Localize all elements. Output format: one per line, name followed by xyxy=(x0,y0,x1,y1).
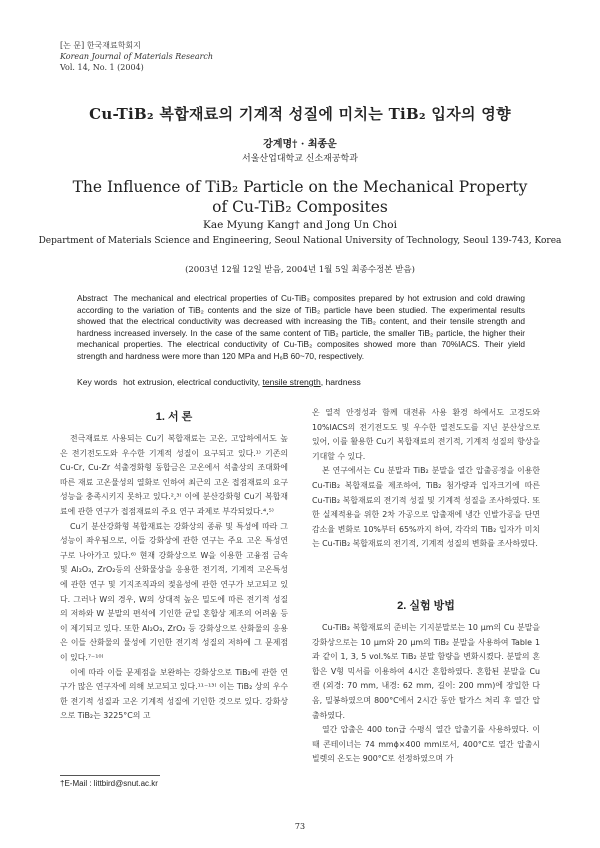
footnote-divider xyxy=(60,775,160,776)
paragraph: 온 열적 안정성과 함께 대전류 사용 환경 하에서도 고경도와 10%IACS의 전기전도도 및 우수한 열전도도를 지닌 분산상으로 있어, 이를 활용한 Cu기 복합재료의 전기적, 기계적 성질의 향상을 기대할 수 있다. xyxy=(312,408,540,461)
paragraph: 본 연구에서는 Cu 분말과 TiB₂ 분말을 열간 압출공정을 이용한 Cu-TiB₂ 복합재료를 제조하여, TiB₂ 첨가량과 입자크기에 따른 Cu-TiB₂ 복합재료의 전기적 성질 및 기계적 성질을 조사하였다. 또한 실제적용을 위한 2차 가공으로 압출재에 냉간 인발가공을 단면감소율 변화로 10%부터 65%까지 하여, 각각의 TiB₂ 입자가 미치는 Cu-TiB₂ 복합재료의 전기적, 기계적 성질의 변화를 조사하였다. xyxy=(312,466,540,549)
journal-header-line1: [논 문] 한국재료학회지 xyxy=(60,41,141,50)
authors-english: Kae Myung Kang† and Jong Un Choi xyxy=(203,219,397,231)
affiliation-korean: 서울산업대학교 신소재공학과 xyxy=(242,154,358,164)
keyword-underlined: tensile strength xyxy=(262,377,321,387)
paragraph: 전극재료로 사용되는 Cu기 복합재료는 고온, 고압하에서도 높은 전기전도도와 우수한 기계적 성질이 요구되고 있다.¹⁾ 기존의 Cu-Cr, Cu-Zr 석출경화형 동합금은 고온에서 석출상의 조대화에 따른 재료 고온물성의 열화로 인하여 최근의 고온 접점재료의 요구 성능을 충족시키지 못하고 있다.²,³⁾ 이에 분산강화형 Cu기 복합재료에 관한 연구가 접점재료의 주요 연구 과제로 부각되었다.⁴,⁵⁾ xyxy=(60,434,288,516)
keywords-tail: , hardness xyxy=(320,377,361,387)
journal-volume: Vol. 14, No. 1 (2004) xyxy=(60,63,144,72)
journal-header xyxy=(60,40,213,73)
paragraph: 이에 따라 이들 문제점을 보완하는 강화상으로 TiB₂에 관한 연구가 많은 연구자에 의해 보고되고 있다.¹¹⁻¹³⁾ 이는 TiB₂ 상의 우수한 전기적 성질과 고온 기계적 성질에 기인한 것으로 있다. 강화상으로 TiB₂는 3225°C의 고 xyxy=(60,667,288,721)
keywords xyxy=(77,377,525,387)
received-dates: (2003년 12월 12일 받음, 2004년 1월 5일 최종수정본 받음) xyxy=(185,265,415,275)
abstract-text: The mechanical and electrical properties of Cu-TiB₂ composites prepared by hot extrusion and cold drawing according to the variation of TiB₂ contents and the size of TiB₂ particle have been studied. The experimental results showed that the electrical conductivity was decreased with increasing the TiB₂ content, and their tensile strength and hardness increased inversely. In the case of the same content of TiB₂ particle, the smaller TiB₂ particle, the higher their mechanical properties. The electrical conductivity of Cu-TiB₂ composites showed more than 70%IACS. Their yield strength and hardness were more than 120 MPa and H₆B 60~70, respectively. xyxy=(77,293,525,361)
affiliation-english: Department of Materials Science and Engineering, Seoul National University of Technology, Seoul 139-743, Korea xyxy=(38,236,562,246)
keywords-label: Key words xyxy=(77,377,118,387)
right-column-intro xyxy=(312,406,540,552)
right-column-methods xyxy=(312,621,540,767)
abstract xyxy=(77,293,525,363)
keywords-text: hot extrusion, electrical conductivity, xyxy=(123,377,263,387)
section-heading-methods: 2. 실험 방법 xyxy=(397,600,455,612)
left-column xyxy=(60,432,288,724)
paragraph: Cu기 분산강화형 복합재료는 강화상의 종류 및 특성에 따라 그 성능이 좌우됨으로, 이들 강화상에 관한 연구는 주요 고온 특성연구로 나아가고 있다.⁶⁾ 현재 강화상으로 W을 이용한 고융점 금속 및 Al₂O₃, ZrO₂등의 산화물상을 응용한 전기적, 기계적 고온특성에 관한 연구 및 기지조직과의 젖음성에 관한 연구가 보고되고 있다. 그러나 W의 경우, W의 상대적 높은 밀도에 따른 전기적 성질의 저하와 W 분말의 편석에 기인한 균일 혼합상 제조의 어려움 등이 제기되고 있다. 또한 Al₂O₃, ZrO₂ 등 강화상으로 산화물의 응용은 이들 산화물의 물성에 기인한 전기적 성질의 저하에 그 문제점이 있다.⁷⁻¹⁰⁾ xyxy=(60,521,288,662)
paragraph: Cu-TiB₂ 복합재료의 준비는 기지분말로는 10 μm의 Cu 분말을 강화상으로는 10 μm와 20 μm의 TiB₂ 분말을 사용하여 Table 1과 같이 1, 3, 5 vol.%로 TiB₂ 분말 함량을 변화시켰다. 분말의 혼합은 V형 믹서를 이용하여 4시간 혼합하였다. 혼합된 분말을 Cu 캔 (외경: 70 mm, 내경: 62 mm, 길이: 200 mm)에 장입한 다음, 밀봉하였으며 800°C에서 2시간 동안 탈가스 처리 후 열간 압출하였다. xyxy=(312,623,540,720)
authors-korean: 강계명† · 최종운 xyxy=(263,139,337,150)
paragraph: 열간 압출은 400 ton급 수평식 열간 압출기를 사용하였다. 이때 콘테이너는 74 mmϕ×400 mml로서, 400°C로 열간 압출시 빌렛의 온도는 900°C로 선정하였으며 가 xyxy=(312,725,540,764)
page-number: 73 xyxy=(294,822,306,831)
title-english: The Influence of TiB₂ Particle on the Mechanical Property of Cu-TiB₂ Composites xyxy=(72,178,528,216)
section-heading-introduction: 1. 서 론 xyxy=(155,411,193,423)
title-korean: Cu-TiB₂ 복합재료의 기계적 성질에 미치는 TiB₂ 입자의 영향 xyxy=(89,105,511,123)
journal-name-en: Korean Journal of Materials Research xyxy=(60,52,214,61)
footnote-email: †E-Mail : littbird@snut.ac.kr xyxy=(60,779,158,788)
abstract-label: Abstract xyxy=(77,293,108,303)
